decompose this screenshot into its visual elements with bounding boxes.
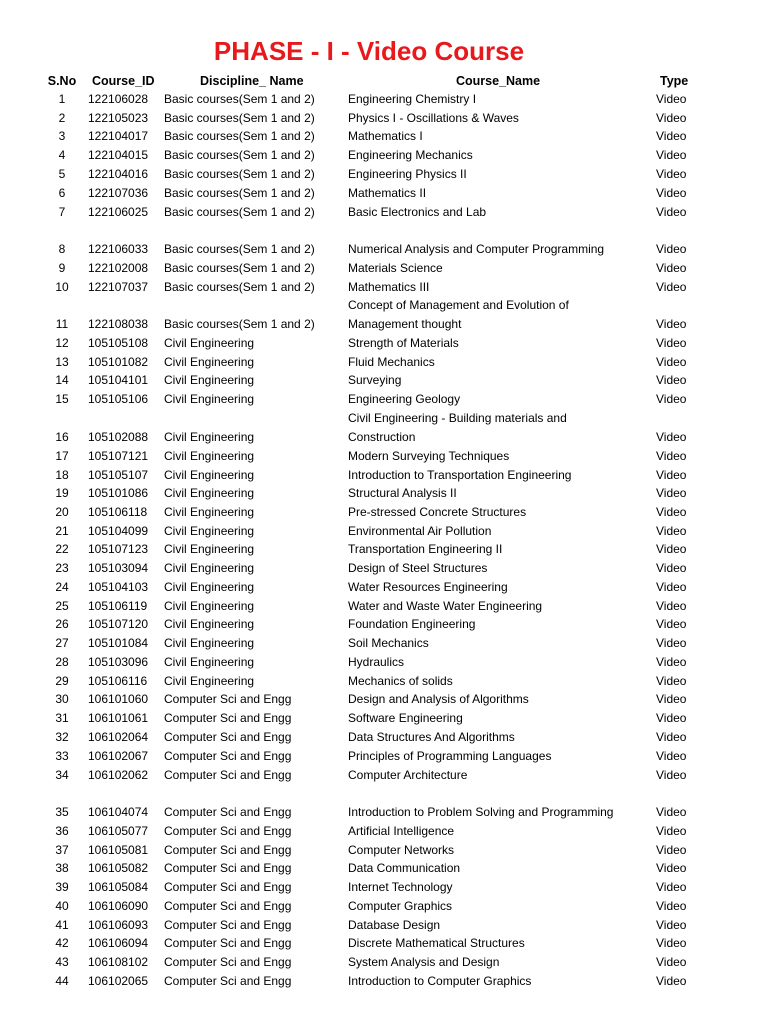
table-row bbox=[0, 690, 768, 708]
table-row bbox=[0, 503, 768, 521]
course-id-cell: 106105077 bbox=[88, 824, 149, 838]
type-cell: Video bbox=[656, 92, 687, 106]
course-name-cell: Introduction to Computer Graphics bbox=[348, 974, 532, 988]
type-cell: Video bbox=[656, 242, 687, 256]
course-name-cell: Basic Electronics and Lab bbox=[348, 205, 487, 219]
course-id-cell: 122105023 bbox=[88, 111, 149, 125]
table-row bbox=[0, 559, 768, 577]
table-row bbox=[0, 184, 768, 202]
sno-cell: 8 bbox=[58, 242, 66, 256]
table-row bbox=[0, 953, 768, 971]
course-name-cell: Numerical Analysis and Computer Programming bbox=[348, 242, 605, 256]
course-name-cell: Mathematics II bbox=[348, 186, 427, 200]
course-id-cell: 105106119 bbox=[88, 599, 148, 613]
type-cell: Video bbox=[656, 617, 687, 631]
discipline-cell: Civil Engineering bbox=[164, 542, 255, 556]
sno-cell: 22 bbox=[55, 542, 69, 556]
sno-cell: 34 bbox=[55, 768, 69, 782]
discipline-cell: Civil Engineering bbox=[164, 336, 255, 350]
sno-cell: 13 bbox=[55, 355, 69, 369]
table-row bbox=[0, 972, 768, 990]
discipline-cell: Civil Engineering bbox=[164, 355, 255, 369]
sno-cell: 21 bbox=[55, 524, 69, 538]
type-cell: Video bbox=[656, 805, 687, 819]
discipline-cell: Computer Sci and Engg bbox=[164, 805, 292, 819]
type-cell: Video bbox=[656, 749, 687, 763]
discipline-cell: Computer Sci and Engg bbox=[164, 692, 292, 706]
table-row bbox=[0, 859, 768, 877]
table-row bbox=[0, 127, 768, 145]
course-id-cell: 122106025 bbox=[88, 205, 149, 219]
discipline-cell: Computer Sci and Engg bbox=[164, 955, 292, 969]
course-id-cell: 105104103 bbox=[88, 580, 149, 594]
course-id-cell: 105104101 bbox=[88, 373, 149, 387]
discipline-cell: Civil Engineering bbox=[164, 561, 255, 575]
type-cell: Video bbox=[656, 524, 687, 538]
table-row bbox=[0, 841, 768, 859]
course-name-cell: Strength of Materials bbox=[348, 336, 459, 350]
table-row bbox=[0, 709, 768, 727]
table-row bbox=[0, 484, 768, 502]
discipline-cell: Computer Sci and Engg bbox=[164, 749, 292, 763]
sno-cell: 2 bbox=[58, 111, 66, 125]
type-cell: Video bbox=[656, 880, 687, 894]
type-cell: Video bbox=[656, 580, 687, 594]
sno-cell: 14 bbox=[55, 373, 69, 387]
course-id-cell: 105107120 bbox=[88, 617, 149, 631]
course-name-cell-line1: Civil Engineering - Building materials and bbox=[348, 411, 567, 425]
type-cell: Video bbox=[656, 674, 687, 688]
discipline-cell: Computer Sci and Engg bbox=[164, 768, 292, 782]
table-row bbox=[0, 540, 768, 558]
course-id-cell: 122107037 bbox=[88, 280, 149, 294]
discipline-cell: Civil Engineering bbox=[164, 392, 255, 406]
table-row bbox=[0, 822, 768, 840]
course-id-cell: 105101084 bbox=[88, 636, 149, 650]
table-row bbox=[0, 353, 768, 371]
course-id-cell: 106106094 bbox=[88, 936, 149, 950]
type-cell: Video bbox=[656, 730, 687, 744]
sno-cell: 35 bbox=[55, 805, 69, 819]
course-name-cell: Computer Architecture bbox=[348, 768, 468, 782]
course-name-cell: System Analysis and Design bbox=[348, 955, 500, 969]
course-id-cell: 122106033 bbox=[88, 242, 149, 256]
discipline-cell: Computer Sci and Engg bbox=[164, 711, 292, 725]
table-row bbox=[0, 766, 768, 784]
discipline-cell: Civil Engineering bbox=[164, 617, 255, 631]
discipline-cell: Civil Engineering bbox=[164, 524, 255, 538]
discipline-cell: Basic courses(Sem 1 and 2) bbox=[164, 316, 315, 331]
table-row bbox=[0, 522, 768, 540]
type-cell: Video bbox=[656, 355, 687, 369]
course-id-cell: 122102008 bbox=[88, 261, 149, 275]
header-sno: S.No bbox=[47, 74, 77, 88]
course-name-cell: Pre-stressed Concrete Structures bbox=[348, 505, 527, 519]
discipline-cell: Basic courses(Sem 1 and 2) bbox=[164, 129, 315, 143]
sno-cell: 5 bbox=[58, 167, 66, 181]
course-name-cell: Data Structures And Algorithms bbox=[348, 730, 515, 744]
table-row bbox=[0, 390, 768, 408]
type-cell: Video bbox=[656, 955, 687, 969]
table-row bbox=[0, 597, 768, 615]
sno-cell: 43 bbox=[55, 955, 69, 969]
sno-cell: 10 bbox=[55, 280, 69, 294]
course-id-cell: 106104074 bbox=[88, 805, 149, 819]
course-id-cell: 105103094 bbox=[88, 561, 149, 575]
course-id-cell: 106106093 bbox=[88, 918, 149, 932]
discipline-cell: Civil Engineering bbox=[164, 373, 255, 387]
course-id-cell: 122104016 bbox=[88, 167, 149, 181]
course-name-cell: Internet Technology bbox=[348, 880, 453, 894]
sno-cell: 1 bbox=[58, 92, 66, 106]
sno-cell: 11 bbox=[55, 316, 69, 331]
discipline-cell: Basic courses(Sem 1 and 2) bbox=[164, 111, 315, 125]
course-name-cell: Transportation Engineering II bbox=[348, 542, 503, 556]
sno-cell: 41 bbox=[55, 918, 69, 932]
header-course-id: Course_ID bbox=[92, 74, 155, 88]
table-row bbox=[0, 672, 768, 690]
table-row bbox=[0, 296, 768, 333]
sno-cell: 28 bbox=[55, 655, 69, 669]
course-id-cell: 106102064 bbox=[88, 730, 149, 744]
header-type: Type bbox=[660, 74, 689, 88]
course-name-cell: Engineering Mechanics bbox=[348, 148, 473, 162]
course-name-cell: Mechanics of solids bbox=[348, 674, 453, 688]
discipline-cell: Computer Sci and Engg bbox=[164, 843, 292, 857]
course-name-cell: Environmental Air Pollution bbox=[348, 524, 492, 538]
sno-cell: 26 bbox=[55, 617, 69, 631]
discipline-cell: Computer Sci and Engg bbox=[164, 730, 292, 744]
course-id-cell: 105101086 bbox=[88, 486, 149, 500]
course-id-cell: 106105084 bbox=[88, 880, 149, 894]
page-title: PHASE - I - Video Course bbox=[213, 36, 525, 66]
course-id-cell: 106102065 bbox=[88, 974, 149, 988]
type-cell: Video bbox=[656, 205, 687, 219]
discipline-cell: Civil Engineering bbox=[164, 486, 255, 500]
course-name-cell: Mathematics I bbox=[348, 129, 423, 143]
discipline-cell: Civil Engineering bbox=[164, 580, 255, 594]
course-name-cell-line1: Concept of Management and Evolution of bbox=[348, 298, 569, 312]
course-id-cell: 105107121 bbox=[88, 449, 149, 463]
discipline-cell: Civil Engineering bbox=[164, 505, 255, 519]
table-row bbox=[0, 916, 768, 934]
table-row bbox=[0, 146, 768, 164]
table-row bbox=[0, 615, 768, 633]
discipline-cell: Basic courses(Sem 1 and 2) bbox=[164, 261, 315, 275]
course-id-cell: 105104099 bbox=[88, 524, 149, 538]
course-name-cell: Engineering Geology bbox=[348, 392, 461, 406]
type-cell: Video bbox=[656, 936, 687, 950]
type-cell: Video bbox=[656, 129, 687, 143]
table-row bbox=[0, 878, 768, 896]
type-cell: Video bbox=[656, 824, 687, 838]
discipline-cell: Civil Engineering bbox=[164, 599, 255, 613]
table-row bbox=[0, 334, 768, 352]
course-name-cell: Water Resources Engineering bbox=[348, 580, 508, 594]
sno-cell: 17 bbox=[55, 449, 69, 463]
course-name-cell: Water and Waste Water Engineering bbox=[348, 599, 543, 613]
course-name-cell: Data Communication bbox=[348, 861, 461, 875]
table-row bbox=[0, 466, 768, 484]
discipline-cell: Computer Sci and Engg bbox=[164, 899, 292, 913]
type-cell: Video bbox=[656, 711, 687, 725]
table-row bbox=[0, 653, 768, 671]
course-id-cell: 122104015 bbox=[88, 148, 149, 162]
type-cell: Video bbox=[656, 429, 687, 444]
sno-cell: 20 bbox=[55, 505, 69, 519]
discipline-cell: Computer Sci and Engg bbox=[164, 918, 292, 932]
table-row bbox=[0, 897, 768, 915]
table-row bbox=[0, 240, 768, 258]
sno-cell: 32 bbox=[55, 730, 69, 744]
course-name-cell: Engineering Chemistry I bbox=[348, 92, 477, 106]
course-id-cell: 105105108 bbox=[88, 336, 149, 350]
type-cell: Video bbox=[656, 542, 687, 556]
course-name-cell: Management thought bbox=[348, 316, 462, 331]
type-cell: Video bbox=[656, 373, 687, 387]
type-cell: Video bbox=[656, 280, 687, 294]
type-cell: Video bbox=[656, 655, 687, 669]
sno-cell: 36 bbox=[55, 824, 69, 838]
course-name-cell: Hydraulics bbox=[348, 655, 405, 669]
course-name-cell: Introduction to Transportation Engineering bbox=[348, 468, 572, 482]
discipline-cell: Basic courses(Sem 1 and 2) bbox=[164, 280, 315, 294]
table-row bbox=[0, 259, 768, 277]
discipline-cell: Civil Engineering bbox=[164, 468, 255, 482]
sno-cell: 6 bbox=[58, 186, 66, 200]
course-name-cell: Construction bbox=[348, 429, 416, 444]
course-id-cell: 106101060 bbox=[88, 692, 149, 706]
sno-cell: 16 bbox=[55, 429, 69, 444]
type-cell: Video bbox=[656, 918, 687, 932]
sno-cell: 38 bbox=[55, 861, 69, 875]
type-cell: Video bbox=[656, 261, 687, 275]
discipline-cell: Basic courses(Sem 1 and 2) bbox=[164, 167, 315, 181]
type-cell: Video bbox=[656, 843, 687, 857]
table-row bbox=[0, 447, 768, 465]
sno-cell: 40 bbox=[55, 899, 69, 913]
type-cell: Video bbox=[656, 899, 687, 913]
course-name-cell: Artificial Intelligence bbox=[348, 824, 455, 838]
course-name-cell: Foundation Engineering bbox=[348, 617, 476, 631]
sno-cell: 15 bbox=[55, 392, 69, 406]
type-cell: Video bbox=[656, 486, 687, 500]
course-name-cell: Physics I - Oscillations & Waves bbox=[348, 111, 519, 125]
type-cell: Video bbox=[656, 561, 687, 575]
type-cell: Video bbox=[656, 768, 687, 782]
course-id-cell: 106108102 bbox=[88, 955, 149, 969]
sno-cell: 29 bbox=[55, 674, 69, 688]
course-id-cell: 105107123 bbox=[88, 542, 149, 556]
sno-cell: 23 bbox=[55, 561, 69, 575]
course-id-cell: 122104017 bbox=[88, 129, 149, 143]
course-name-cell: Database Design bbox=[348, 918, 441, 932]
course-id-cell: 106102067 bbox=[88, 749, 149, 763]
course-name-cell: Structural Analysis II bbox=[348, 486, 457, 500]
sno-cell: 12 bbox=[55, 336, 69, 350]
discipline-cell: Civil Engineering bbox=[164, 449, 255, 463]
table-row bbox=[0, 934, 768, 952]
course-id-cell: 105103096 bbox=[88, 655, 149, 669]
discipline-cell: Civil Engineering bbox=[164, 636, 255, 650]
table-row bbox=[0, 165, 768, 183]
sno-cell: 31 bbox=[55, 711, 69, 725]
sno-cell: 37 bbox=[55, 843, 69, 857]
sno-cell: 44 bbox=[55, 974, 69, 988]
table-row bbox=[0, 803, 768, 821]
sno-cell: 3 bbox=[58, 129, 66, 143]
type-cell: Video bbox=[656, 111, 687, 125]
type-cell: Video bbox=[656, 468, 687, 482]
type-cell: Video bbox=[656, 974, 687, 988]
table-row bbox=[0, 203, 768, 221]
course-id-cell: 105101082 bbox=[88, 355, 149, 369]
course-name-cell: Computer Graphics bbox=[348, 899, 453, 913]
course-name-cell: Fluid Mechanics bbox=[348, 355, 435, 369]
course-name-cell: Materials Science bbox=[348, 261, 443, 275]
discipline-cell: Computer Sci and Engg bbox=[164, 974, 292, 988]
discipline-cell: Civil Engineering bbox=[164, 429, 255, 444]
course-id-cell: 106106090 bbox=[88, 899, 149, 913]
table-row bbox=[0, 634, 768, 652]
course-id-cell: 122106028 bbox=[88, 92, 149, 106]
course-name-cell: Mathematics III bbox=[348, 280, 430, 294]
type-cell: Video bbox=[656, 636, 687, 650]
type-cell: Video bbox=[656, 599, 687, 613]
course-name-cell: Software Engineering bbox=[348, 711, 463, 725]
table-row bbox=[0, 90, 768, 108]
type-cell: Video bbox=[656, 392, 687, 406]
type-cell: Video bbox=[656, 336, 687, 350]
sno-cell: 9 bbox=[58, 261, 66, 275]
sno-cell: 19 bbox=[55, 486, 69, 500]
discipline-cell: Basic courses(Sem 1 and 2) bbox=[164, 186, 315, 200]
sno-cell: 4 bbox=[58, 148, 66, 162]
table-row bbox=[0, 109, 768, 127]
sno-cell: 25 bbox=[55, 599, 69, 613]
course-name-cell: Soil Mechanics bbox=[348, 636, 429, 650]
table-row bbox=[0, 728, 768, 746]
course-name-cell: Design and Analysis of Algorithms bbox=[348, 692, 529, 706]
sno-cell: 42 bbox=[55, 936, 69, 950]
course-id-cell: 106105082 bbox=[88, 861, 149, 875]
discipline-cell: Basic courses(Sem 1 and 2) bbox=[164, 92, 315, 106]
discipline-cell: Computer Sci and Engg bbox=[164, 880, 292, 894]
table-row bbox=[0, 747, 768, 765]
discipline-cell: Basic courses(Sem 1 and 2) bbox=[164, 242, 315, 256]
course-id-cell: 105106118 bbox=[88, 505, 148, 519]
course-name-cell: Computer Networks bbox=[348, 843, 455, 857]
header-course-name: Course_Name bbox=[456, 74, 541, 88]
course-id-cell: 106102062 bbox=[88, 768, 149, 782]
discipline-cell: Computer Sci and Engg bbox=[164, 824, 292, 838]
header-discipline: Discipline_ Name bbox=[200, 74, 304, 88]
type-cell: Video bbox=[656, 148, 687, 162]
course-name-cell: Introduction to Problem Solving and Programming bbox=[348, 805, 614, 819]
course-id-cell: 105102088 bbox=[88, 429, 149, 444]
table-row bbox=[0, 578, 768, 596]
course-name-cell: Principles of Programming Languages bbox=[348, 749, 552, 763]
sno-cell: 18 bbox=[55, 468, 69, 482]
type-cell: Video bbox=[656, 186, 687, 200]
table-row bbox=[0, 371, 768, 389]
course-id-cell: 122108038 bbox=[88, 316, 149, 331]
sno-cell: 7 bbox=[58, 205, 66, 219]
course-id-cell: 105106116 bbox=[88, 674, 148, 688]
sno-cell: 24 bbox=[55, 580, 69, 594]
type-cell: Video bbox=[656, 692, 687, 706]
sno-cell: 33 bbox=[55, 749, 69, 763]
course-id-cell: 105105107 bbox=[88, 468, 149, 482]
sno-cell: 39 bbox=[55, 880, 69, 894]
type-cell: Video bbox=[656, 861, 687, 875]
discipline-cell: Computer Sci and Engg bbox=[164, 861, 292, 875]
course-id-cell: 105105106 bbox=[88, 392, 149, 406]
type-cell: Video bbox=[656, 505, 687, 519]
discipline-cell: Basic courses(Sem 1 and 2) bbox=[164, 205, 315, 219]
course-id-cell: 106105081 bbox=[88, 843, 149, 857]
discipline-cell: Computer Sci and Engg bbox=[164, 936, 292, 950]
course-name-cell: Engineering Physics II bbox=[348, 167, 467, 181]
course-name-cell: Design of Steel Structures bbox=[348, 561, 488, 575]
discipline-cell: Civil Engineering bbox=[164, 674, 255, 688]
type-cell: Video bbox=[656, 449, 687, 463]
course-id-cell: 106101061 bbox=[88, 711, 149, 725]
course-name-cell: Discrete Mathematical Structures bbox=[348, 936, 525, 950]
discipline-cell: Civil Engineering bbox=[164, 655, 255, 669]
type-cell: Video bbox=[656, 316, 687, 331]
type-cell: Video bbox=[656, 167, 687, 181]
course-name-cell: Modern Surveying Techniques bbox=[348, 449, 510, 463]
course-name-cell: Surveying bbox=[348, 373, 402, 387]
sno-cell: 30 bbox=[55, 692, 69, 706]
table-row bbox=[0, 278, 768, 296]
sno-cell: 27 bbox=[55, 636, 69, 650]
discipline-cell: Basic courses(Sem 1 and 2) bbox=[164, 148, 315, 162]
course-id-cell: 122107036 bbox=[88, 186, 149, 200]
table-row bbox=[0, 409, 768, 446]
